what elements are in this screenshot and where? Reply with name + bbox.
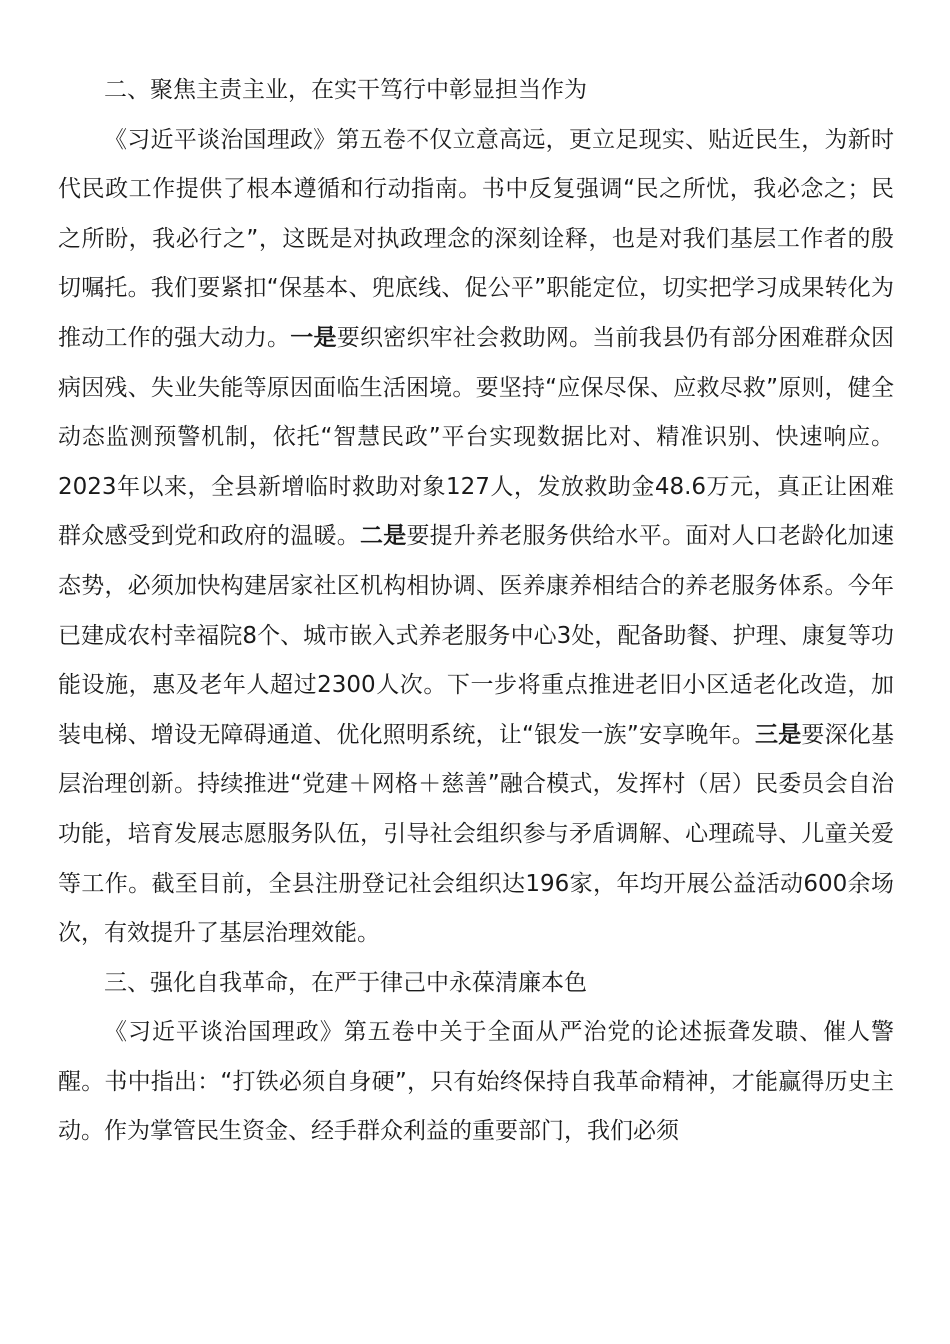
section-2-paragraph [58, 116, 894, 959]
section-2-intro-text: 《习近平谈治国理政》第五卷不仅立意高远，更立足现实、贴近民生，为新时代民政工作提供了根本遵循和行动指南。书中反复强调“民之所忧，我必念之；民之所盼，我必行之”，这既是对执政理念的深刻诠释，也是对我们基层工作者的殷切嘱托。我们要紧扣“保基本、兜底线、促公平”职能定位，切实把学习成果转化为推动工作的强大动力。 [58, 126, 894, 351]
point-one-label: 一是 [290, 324, 337, 351]
document-page [58, 66, 894, 1157]
point-three-text: 要深化基层治理创新。持续推进“党建＋网格＋慈善”融合模式，发挥村（居）民委员会自治功能，培育发展志愿服务队伍，引导社会组织参与矛盾调解、心理疏导、儿童关爱等工作。截至目前，全县注册登记社会组织达196家，年均开展公益活动600余场次，有效提升了基层治理效能。 [58, 721, 895, 947]
point-two-text: 要提升养老服务供给水平。面对人口老龄化加速态势，必须加快构建居家社区机构相协调、医养康养相结合的养老服务体系。今年已建成农村幸福院8个、城市嵌入式养老服务中心3处，配备助餐、护理、康复等功能设施，惠及老年人超过2300人次。下一步将重点推进老旧小区适老化改造，加装电梯、增设无障碍通道、优化照明系统，让“银发一族”安享晚年。 [58, 523, 895, 748]
point-one-text: 要织密织牢社会救助网。当前我县仍有部分困难群众因病因残、失业失能等原因面临生活困境。要坚持“应保尽保、应救尽救”原则，健全动态监测预警机制，依托“智慧民政”平台实现数据比对、精准识别、快速响应。2023年以来，全县新增临时救助对象127人，发放救助金48.6万元，真正让困难群众感受到党和政府的温暖。 [58, 324, 895, 550]
point-three-label: 三是 [755, 721, 802, 748]
point-two-label: 二是 [359, 523, 407, 550]
section-3-paragraph: 《习近平谈治国理政》第五卷中关于全面从严治党的论述振聋发聩、催人警醒。书中指出：“打铁必须自身硬”，只有始终保持自我革命精神，才能赢得历史主动。作为掌管民生资金、经手群众利益的重要部门，我们必须 [58, 1019, 894, 1145]
section-2-heading: 二、聚焦主责主业，在实干笃行中彰显担当作为 [104, 77, 587, 103]
section-3-heading: 三、强化自我革命，在严于律己中永葆清廉本色 [104, 969, 587, 996]
